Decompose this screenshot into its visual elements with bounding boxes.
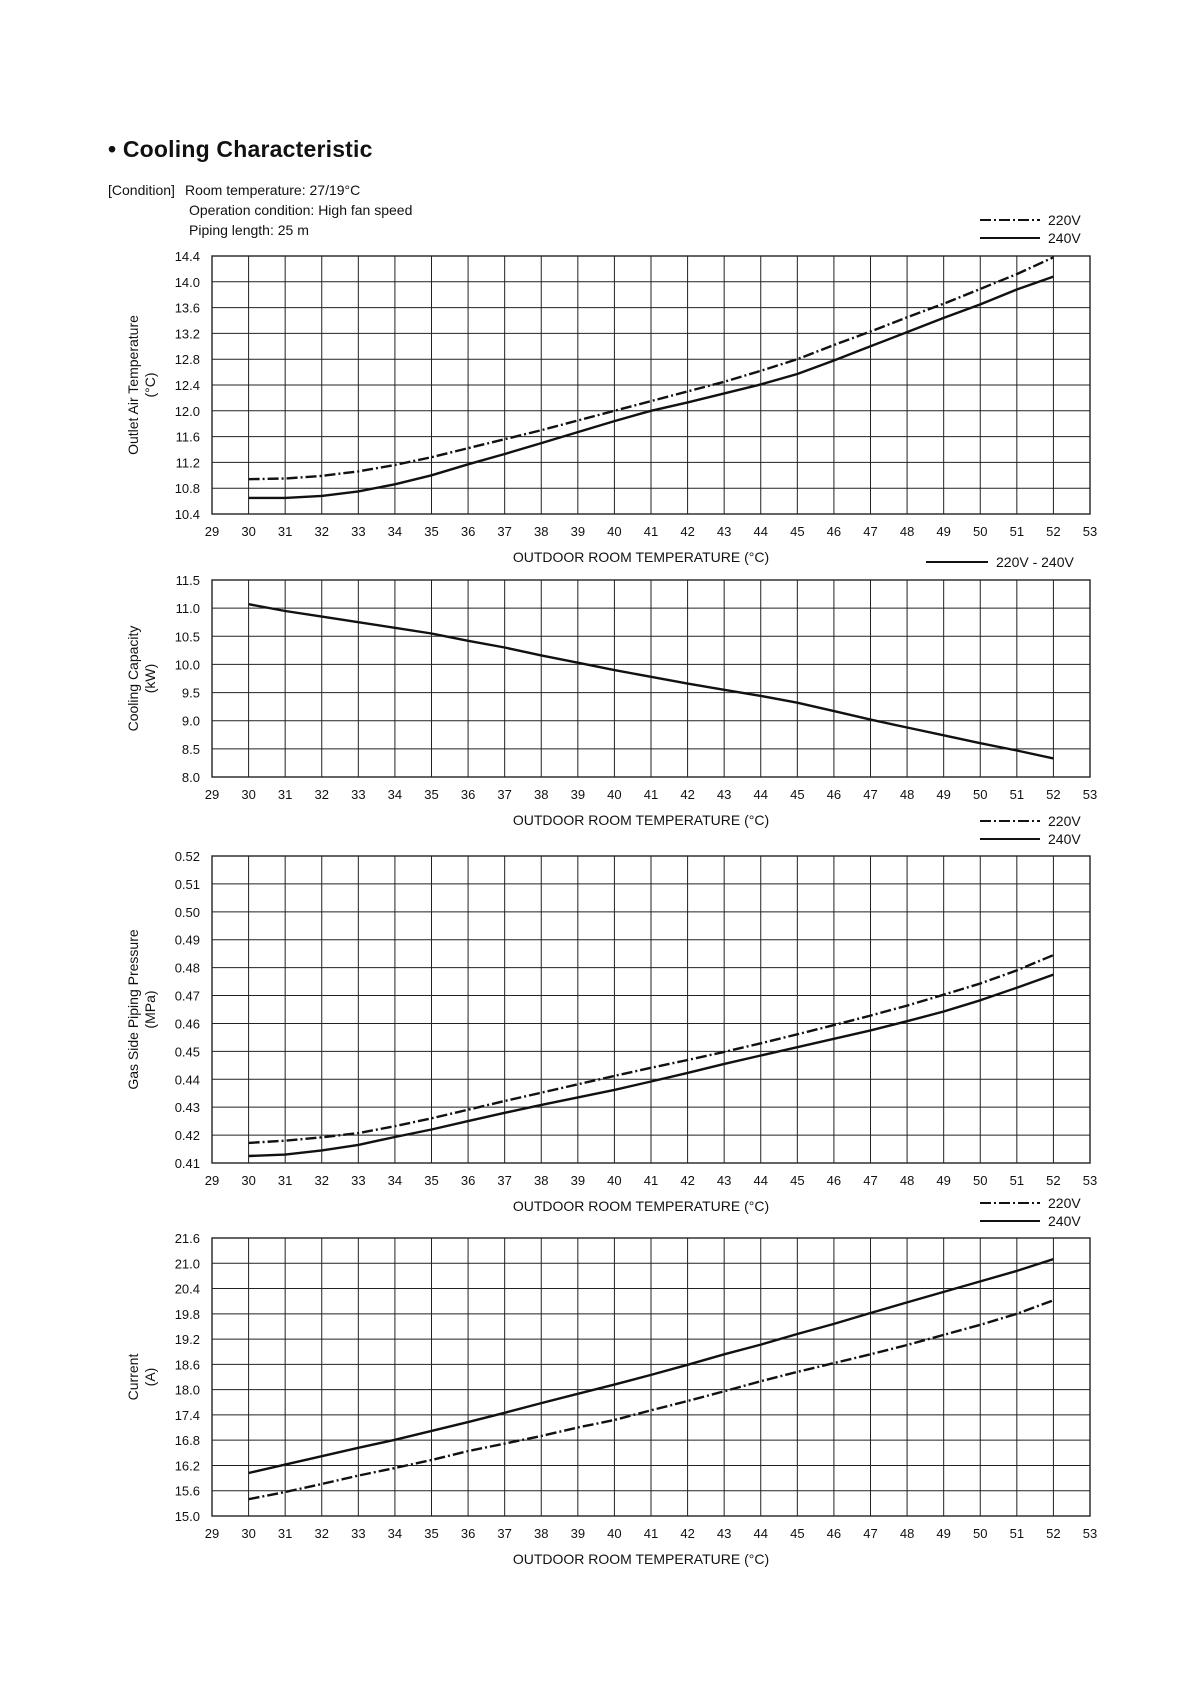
x-tick-label: 32	[314, 524, 329, 539]
x-tick-label: 35	[424, 1526, 439, 1541]
x-tick-label: 42	[680, 1526, 695, 1541]
y-tick-label: 9.5	[181, 685, 200, 701]
y-tick-label: 0.43	[174, 1100, 200, 1116]
x-tick-label: 34	[387, 524, 403, 539]
x-tick-label: 38	[534, 1526, 549, 1541]
x-tick-label: 43	[716, 787, 732, 802]
y-tick-label: 0.45	[174, 1044, 200, 1060]
x-tick-label: 49	[936, 1526, 951, 1541]
x-axis-label: OUTDOOR ROOM TEMPERATURE (°C)	[512, 1198, 770, 1214]
y-tick-label: 0.52	[174, 849, 200, 864]
x-tick-label: 39	[570, 524, 586, 539]
chart-3	[125, 813, 1097, 1214]
y-tick-label: 8.5	[181, 741, 200, 757]
x-tick-label: 33	[351, 1526, 366, 1541]
x-tick-label: 39	[570, 787, 586, 802]
condition-room-temperature: Room temperature: 27/19°C	[185, 182, 361, 198]
y-tick-label: 10.4	[174, 507, 200, 522]
y-tick-label: 0.41	[174, 1156, 200, 1171]
y-axis-label: Outlet Air Temperature	[125, 315, 141, 455]
x-tick-label: 45	[790, 787, 805, 802]
x-tick-label: 41	[643, 1173, 659, 1188]
x-axis-label: OUTDOOR ROOM TEMPERATURE (°C)	[512, 1551, 770, 1567]
x-tick-label: 29	[204, 1526, 220, 1541]
y-axis-label: (°C)	[142, 372, 158, 398]
page-title: • Cooling Characteristic	[108, 136, 373, 162]
x-tick-label: 53	[1082, 1526, 1098, 1541]
y-tick-label: 11.2	[175, 455, 200, 471]
legend-label: 240V	[1048, 831, 1081, 847]
x-tick-label: 49	[936, 524, 951, 539]
x-tick-label: 42	[680, 787, 695, 802]
x-tick-label: 36	[460, 524, 476, 539]
x-tick-label: 31	[277, 787, 293, 802]
x-tick-label: 35	[424, 787, 439, 802]
x-tick-label: 33	[351, 787, 366, 802]
x-tick-label: 46	[826, 1173, 842, 1188]
x-tick-label: 47	[863, 1526, 878, 1541]
x-axis-label: OUTDOOR ROOM TEMPERATURE (°C)	[512, 812, 770, 828]
x-tick-label: 32	[314, 787, 329, 802]
y-tick-label: 8.0	[181, 770, 200, 785]
x-tick-label: 52	[1046, 1173, 1061, 1188]
y-tick-label: 15.0	[174, 1509, 200, 1524]
legend-label: 220V	[1048, 212, 1081, 228]
x-tick-label: 36	[460, 1173, 476, 1188]
x-tick-label: 30	[241, 1526, 256, 1541]
x-tick-label: 53	[1082, 787, 1098, 802]
x-tick-label: 50	[973, 524, 988, 539]
y-tick-label: 13.6	[174, 300, 200, 316]
x-tick-label: 42	[680, 524, 695, 539]
x-tick-label: 33	[351, 524, 366, 539]
x-tick-label: 38	[534, 524, 549, 539]
y-tick-label: 16.2	[174, 1458, 200, 1474]
chart-2	[125, 554, 1097, 828]
x-tick-label: 30	[241, 1173, 256, 1188]
chart-4	[125, 1195, 1097, 1567]
x-tick-label: 40	[607, 1526, 622, 1541]
x-tick-label: 44	[753, 1526, 768, 1541]
condition-piping-length: Piping length: 25 m	[189, 222, 309, 238]
y-axis-label: Current	[125, 1353, 141, 1401]
x-tick-label: 51	[1009, 787, 1025, 802]
x-tick-label: 31	[277, 1173, 293, 1188]
x-tick-label: 48	[899, 524, 915, 539]
x-tick-label: 53	[1082, 1173, 1098, 1188]
y-tick-label: 18.0	[174, 1382, 200, 1398]
x-tick-label: 41	[643, 1526, 659, 1541]
x-tick-label: 43	[716, 1526, 732, 1541]
x-tick-label: 30	[241, 787, 256, 802]
x-tick-label: 50	[973, 787, 988, 802]
x-tick-label: 36	[460, 1526, 476, 1541]
x-tick-label: 39	[570, 1526, 586, 1541]
y-tick-label: 0.50	[174, 904, 200, 920]
x-tick-label: 44	[753, 524, 768, 539]
x-tick-label: 47	[863, 787, 878, 802]
x-tick-label: 45	[790, 524, 805, 539]
y-axis-label: Cooling Capacity	[125, 625, 141, 732]
x-tick-label: 32	[314, 1526, 329, 1541]
y-tick-label: 0.49	[174, 932, 200, 948]
x-tick-label: 52	[1046, 787, 1061, 802]
x-tick-label: 41	[643, 787, 659, 802]
x-tick-label: 46	[826, 1526, 842, 1541]
y-tick-label: 18.6	[174, 1357, 200, 1373]
y-tick-label: 16.8	[174, 1433, 200, 1449]
x-tick-label: 37	[497, 787, 512, 802]
x-tick-label: 53	[1082, 524, 1098, 539]
y-tick-label: 11.0	[175, 601, 200, 617]
condition-label: [Condition]	[108, 182, 175, 198]
x-tick-label: 32	[314, 1173, 329, 1188]
x-tick-label: 37	[497, 1173, 512, 1188]
x-tick-label: 33	[351, 1173, 366, 1188]
x-tick-label: 45	[790, 1173, 805, 1188]
y-tick-label: 19.2	[174, 1332, 200, 1348]
x-axis-label: OUTDOOR ROOM TEMPERATURE (°C)	[512, 549, 770, 565]
legend-label: 240V	[1048, 230, 1081, 246]
x-tick-label: 31	[277, 524, 293, 539]
y-tick-label: 13.2	[174, 326, 200, 342]
y-tick-label: 12.0	[174, 403, 200, 419]
x-tick-label: 29	[204, 1173, 220, 1188]
y-tick-label: 0.48	[174, 960, 200, 976]
y-axis-label: (kW)	[142, 663, 158, 694]
x-tick-label: 43	[716, 1173, 732, 1188]
x-tick-label: 38	[534, 1173, 549, 1188]
y-tick-label: 12.8	[174, 352, 200, 368]
x-tick-label: 37	[497, 524, 512, 539]
x-tick-label: 47	[863, 524, 878, 539]
legend-label: 240V	[1048, 1213, 1081, 1229]
x-tick-label: 44	[753, 1173, 768, 1188]
x-tick-label: 30	[241, 524, 256, 539]
x-tick-label: 52	[1046, 524, 1061, 539]
y-tick-label: 0.44	[174, 1072, 200, 1088]
x-tick-label: 40	[607, 1173, 622, 1188]
x-tick-label: 48	[899, 1526, 915, 1541]
y-tick-label: 11.5	[175, 573, 200, 588]
x-tick-label: 34	[387, 1173, 403, 1188]
x-tick-label: 46	[826, 787, 842, 802]
x-tick-label: 40	[607, 524, 622, 539]
x-tick-label: 29	[204, 524, 220, 539]
y-axis-label: (A)	[142, 1367, 158, 1387]
y-tick-label: 0.42	[174, 1128, 200, 1144]
x-tick-label: 35	[424, 1173, 439, 1188]
y-tick-label: 14.0	[174, 274, 200, 290]
y-tick-label: 12.4	[174, 378, 200, 393]
y-tick-label: 17.4	[174, 1407, 200, 1423]
y-tick-label: 20.4	[174, 1281, 200, 1297]
x-tick-label: 51	[1009, 1173, 1025, 1188]
x-tick-label: 34	[387, 1526, 403, 1541]
y-tick-label: 11.6	[175, 429, 200, 445]
y-tick-label: 0.51	[174, 876, 200, 892]
x-tick-label: 29	[204, 787, 220, 802]
y-axis-label: (MPa)	[142, 990, 158, 1029]
legend-label: 220V	[1048, 813, 1081, 829]
y-tick-label: 0.46	[174, 1016, 200, 1032]
y-tick-label: 0.47	[174, 988, 200, 1004]
legend-label: 220V - 240V	[996, 554, 1074, 570]
x-tick-label: 31	[277, 1526, 293, 1541]
x-tick-label: 51	[1009, 1526, 1025, 1541]
x-tick-label: 38	[534, 787, 549, 802]
x-tick-label: 44	[753, 787, 768, 802]
y-tick-label: 21.0	[174, 1256, 200, 1272]
legend-label: 220V	[1048, 1195, 1081, 1211]
x-tick-label: 45	[790, 1526, 805, 1541]
y-tick-label: 14.4	[174, 249, 200, 264]
x-tick-label: 40	[607, 787, 622, 802]
y-tick-label: 10.8	[174, 481, 200, 497]
y-tick-label: 15.6	[174, 1483, 200, 1499]
x-tick-label: 49	[936, 787, 951, 802]
y-tick-label: 10.0	[174, 657, 200, 673]
x-tick-label: 35	[424, 524, 439, 539]
condition-operation: Operation condition: High fan speed	[189, 202, 413, 218]
x-tick-label: 41	[643, 524, 659, 539]
x-tick-label: 48	[899, 1173, 915, 1188]
x-tick-label: 51	[1009, 524, 1025, 539]
x-tick-label: 47	[863, 1173, 878, 1188]
x-tick-label: 43	[716, 524, 732, 539]
y-tick-label: 10.5	[174, 629, 200, 645]
x-tick-label: 46	[826, 524, 842, 539]
x-tick-label: 36	[460, 787, 476, 802]
y-tick-label: 21.6	[174, 1231, 200, 1246]
x-tick-label: 49	[936, 1173, 951, 1188]
y-tick-label: 9.0	[181, 713, 200, 729]
x-tick-label: 52	[1046, 1526, 1061, 1541]
x-tick-label: 48	[899, 787, 915, 802]
x-tick-label: 39	[570, 1173, 586, 1188]
y-axis-label: Gas Side Piping Pressure	[125, 929, 141, 1090]
x-tick-label: 50	[973, 1526, 988, 1541]
x-tick-label: 34	[387, 787, 403, 802]
x-tick-label: 42	[680, 1173, 695, 1188]
x-tick-label: 37	[497, 1526, 512, 1541]
chart-1	[125, 212, 1097, 565]
x-tick-label: 50	[973, 1173, 988, 1188]
y-tick-label: 19.8	[174, 1306, 200, 1322]
